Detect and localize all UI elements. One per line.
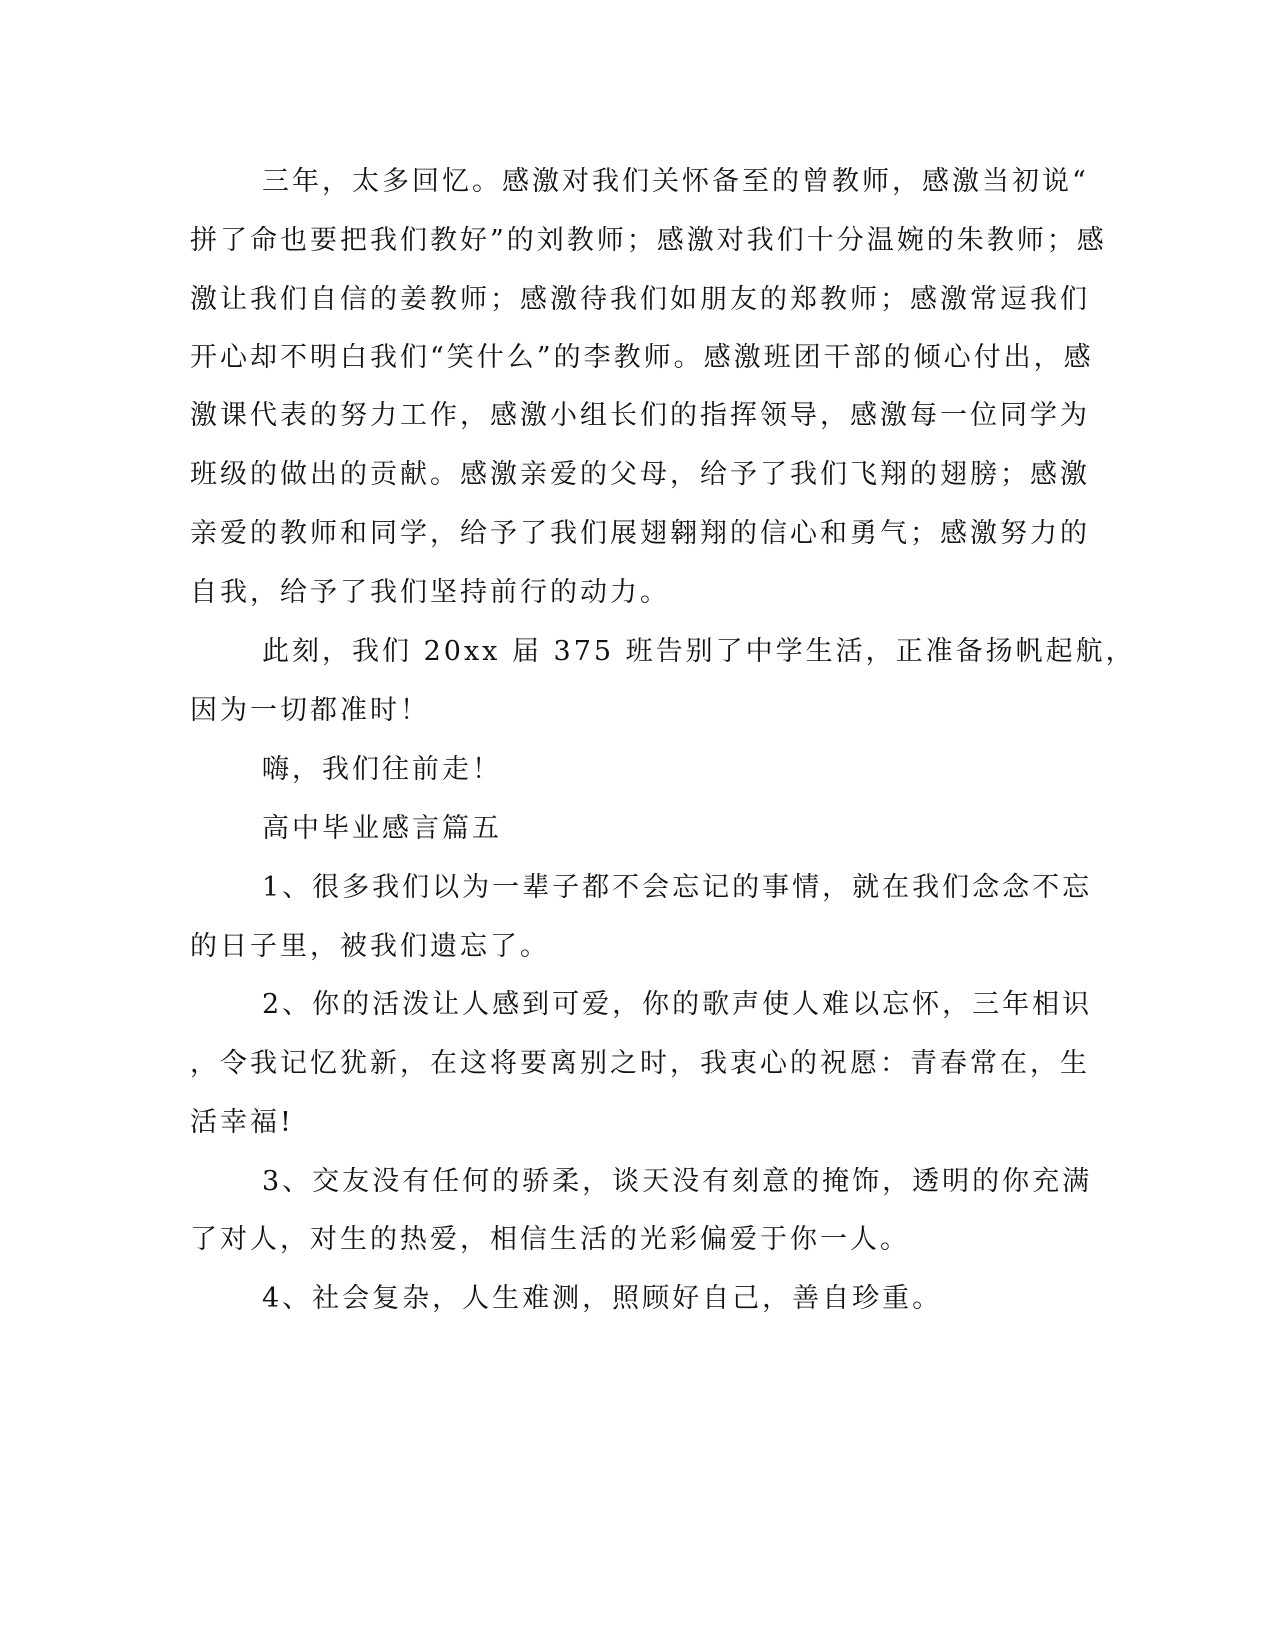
paragraph-line: 因为一切都准时！ xyxy=(190,695,430,726)
list-item: 1、很多我们以为一辈子都不会忘记的事情，就在我们念念不忘 xyxy=(262,872,1093,903)
paragraph-line: 开心却不明白我们“笑什么”的李教师。感激班团干部的倾心付出，感 xyxy=(190,342,1094,373)
list-item: 4、社会复杂，人生难测，照顾好自己，善自珍重。 xyxy=(262,1283,943,1314)
paragraph-line: 活幸福! xyxy=(190,1107,294,1138)
list-item: 3、交友没有任何的骄柔，谈天没有刻意的掩饰，透明的你充满 xyxy=(262,1166,1093,1197)
paragraph-line: 班级的做出的贡献。感激亲爱的父母，给予了我们飞翔的翅膀；感激 xyxy=(190,459,1090,490)
paragraph-line: 自我，给予了我们坚持前行的动力。 xyxy=(190,577,670,608)
paragraph-line: ，令我记忆犹新，在这将要离别之时，我衷心的祝愿：青春常在，生 xyxy=(190,1048,1090,1079)
section-heading: 高中毕业感言篇五 xyxy=(262,813,502,844)
paragraph-line: 了对人，对生的热爱，相信生活的光彩偏爱于你一人。 xyxy=(190,1224,910,1255)
paragraph-line: 激让我们自信的姜教师；感激待我们如朋友的郑教师；感激常逗我们 xyxy=(190,284,1090,315)
paragraph-line: 亲爱的教师和同学，给予了我们展翅翱翔的信心和勇气；感激努力的 xyxy=(190,518,1090,549)
paragraph-line: 拼了命也要把我们教好”的刘教师；感激对我们十分温婉的朱教师；感 xyxy=(190,225,1107,256)
paragraph-line: 的日子里，被我们遗忘了。 xyxy=(190,931,550,962)
paragraph-line: 激课代表的努力工作，感激小组长们的指挥领导，感激每一位同学为 xyxy=(190,400,1090,431)
paragraph-line: 此刻，我们 20xx 届 375 班告别了中学生活，正准备扬帆起航， xyxy=(262,636,1136,667)
paragraph-line: 嗨，我们往前走！ xyxy=(262,754,502,785)
list-item: 2、你的活泼让人感到可爱，你的歌声使人难以忘怀，三年相识 xyxy=(262,989,1093,1020)
paragraph-line: 三年，太多回忆。感激对我们关怀备至的曾教师，感激当初说“ xyxy=(262,166,1089,197)
